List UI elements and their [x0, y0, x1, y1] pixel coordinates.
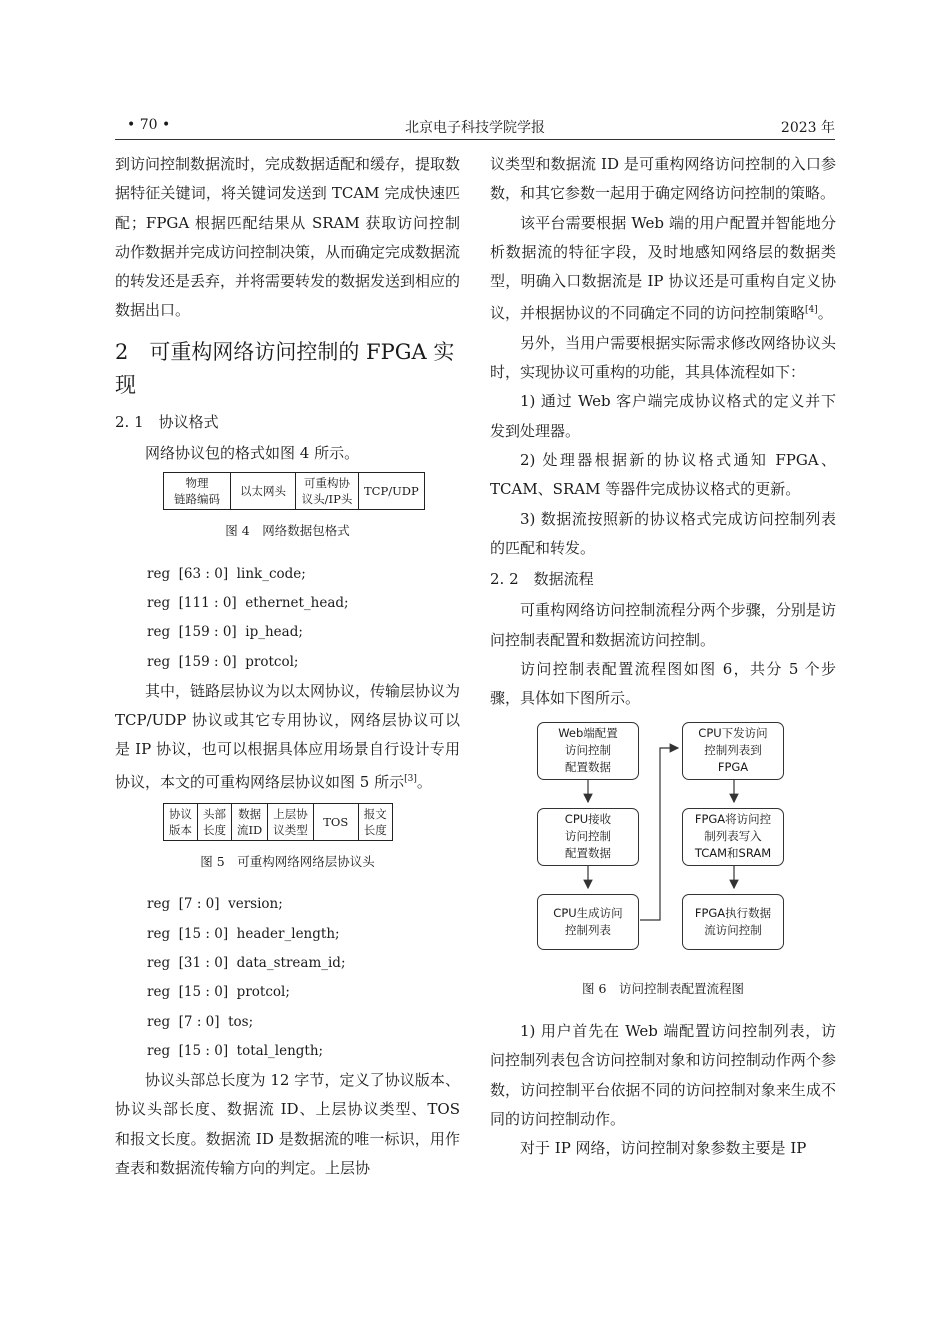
fig5-cell: 报文 长度	[358, 804, 392, 841]
fig4-cell: TCP/UDP	[359, 473, 425, 510]
arrow	[640, 748, 678, 920]
flow-node: CPU接收 访问控制 配置数据	[537, 808, 639, 866]
paragraph: 1) 用户首先在 Web 端配置访问控制列表，访问控制列表包含访问控制对象和访问控制动作两个参数，访问控制平台依据不同的访问控制对象来生成不同的访问控制动作。	[490, 1021, 836, 1128]
code-line: reg [159 : 0] ip_head;	[147, 624, 303, 641]
code-line: reg [111 : 0] ethernet_head;	[147, 594, 349, 611]
fig5-cell: 协议 版本	[164, 804, 198, 841]
paragraph: 网络协议包的格式如图 4 所示。	[145, 444, 360, 463]
code-line: reg [63 : 0] link_code;	[147, 565, 306, 582]
code-line: reg [7 : 0] version;	[147, 896, 283, 913]
paragraph: 访问控制表配置流程图如图 6，共分 5 个步骤，具体如下图所示。	[490, 660, 836, 708]
paragraph: 协议头部总长度为 12 字节，定义了协议版本、协议头部长度、数据流 ID、上层协议类型、TOS 和报文长度。数据流 ID 是数据流的唯一标识，用作查表和数据流传输方向的判定。上层协	[115, 1071, 460, 1178]
header-rule	[115, 139, 835, 140]
list-item: 2) 处理器根据新的协议格式通知 FPGA、TCAM、SRAM 等器件完成协议格式的更新。	[490, 450, 836, 499]
paragraph: 到访问控制数据流时，完成数据适配和缓存，提取数据特征关键词，将关键词发送到 TCAM 完成快速匹配；FPGA 根据匹配结果从 SRAM 获取访问控制动作数据并完成访问控制决策，从而确定完成数据流的转发还是丢弃，并将需要转发的数据发送到相应的数据出口。	[115, 155, 461, 320]
code-line: reg [159 : 0] protcol;	[147, 653, 299, 670]
fig5-protocol-header-table	[163, 803, 393, 841]
code-line: reg [7 : 0] tos;	[147, 1013, 254, 1030]
flow-node: FPGA执行数据 流访问控制	[682, 894, 784, 950]
left-column	[115, 150, 460, 1183]
fig5-cell: TOS	[313, 804, 358, 841]
code-line: reg [15 : 0] protcol;	[147, 984, 290, 1001]
paragraph: 可重构网络访问控制流程分两个步骤，分别是访问控制表配置和数据流访问控制。	[490, 601, 836, 649]
paragraph: 该平台需要根据 Web 端的用户配置并智能地分析数据流的特征字段，及时地感知网络层的数据类型，明确入口数据流是 IP 协议还是可重构自定义协议，并根据协议的不同确定不同的访问控制策略[4]。	[490, 213, 836, 323]
right-column	[490, 150, 836, 1163]
section-heading: 2 可重构网络访问控制的 FPGA 实现	[115, 339, 455, 397]
code-line: reg [15 : 0] header_length;	[147, 925, 340, 942]
fig6-caption: 图 6 访问控制表配置流程图	[582, 980, 744, 996]
flow-node: Web端配置 访问控制 配置数据	[537, 722, 639, 780]
journal-year: 2023 年	[780, 120, 835, 136]
flow-node: CPU下发访问 控制列表到 FPGA	[682, 722, 784, 780]
subsection-heading: 2. 1 协议格式	[115, 412, 219, 431]
fig4-cell: 可重构协 议头/IP头	[296, 473, 359, 510]
paragraph: 另外，当用户需要根据实际需求修改网络协议头时，实现协议可重构的功能，其具体流程如下：	[490, 333, 836, 382]
citation: [3]	[404, 773, 417, 784]
fig6-flowchart	[490, 718, 836, 968]
fig4-cell: 以太网头	[231, 473, 296, 510]
fig4-caption: 图 4 网络数据包格式	[225, 523, 350, 539]
citation: [4]	[805, 305, 818, 316]
fig5-cell: 头部 长度	[198, 804, 232, 841]
list-item: 1) 通过 Web 客户端完成协议格式的定义并下发到处理器。	[490, 392, 836, 440]
paragraph: 议类型和数据流 ID 是可重构网络访问控制的入口参数，和其它参数一起用于确定网络访问控制的策略。	[490, 155, 836, 203]
list-item: 3) 数据流按照新的协议格式完成访问控制列表的匹配和转发。	[490, 509, 836, 557]
flow-node: CPU生成访问 控制列表	[537, 894, 639, 950]
paragraph: 对于 IP 网络，访问控制对象参数主要是 IP	[520, 1139, 807, 1158]
fig5-caption: 图 5 可重构网络网络层协议头	[200, 854, 375, 870]
paragraph: 其中，链路层协议为以太网协议，传输层协议为 TCP/UDP 协议或其它专用协议，网络层协议可以是 IP 协议，也可以根据具体应用场景自行设计专用协议，本文的可重构网络层协议如图 5 所示[3]。	[115, 681, 461, 791]
fig5-cell: 数据 流ID	[232, 804, 268, 841]
fig4-cell: 物理 链路编码	[164, 473, 231, 510]
fig4-packet-format-table	[163, 472, 425, 510]
page-number: • 70 •	[127, 117, 171, 133]
flow-node: FPGA将访问控 制列表写入 TCAM和SRAM	[682, 808, 784, 866]
fig5-cell: 上层协 议类型	[268, 804, 314, 841]
code-line: reg [31 : 0] data_stream_id;	[147, 954, 346, 971]
subsection-heading: 2. 2 数据流程	[490, 570, 594, 589]
journal-title: 北京电子科技学院学报	[405, 120, 545, 136]
code-line: reg [15 : 0] total_length;	[147, 1042, 324, 1059]
